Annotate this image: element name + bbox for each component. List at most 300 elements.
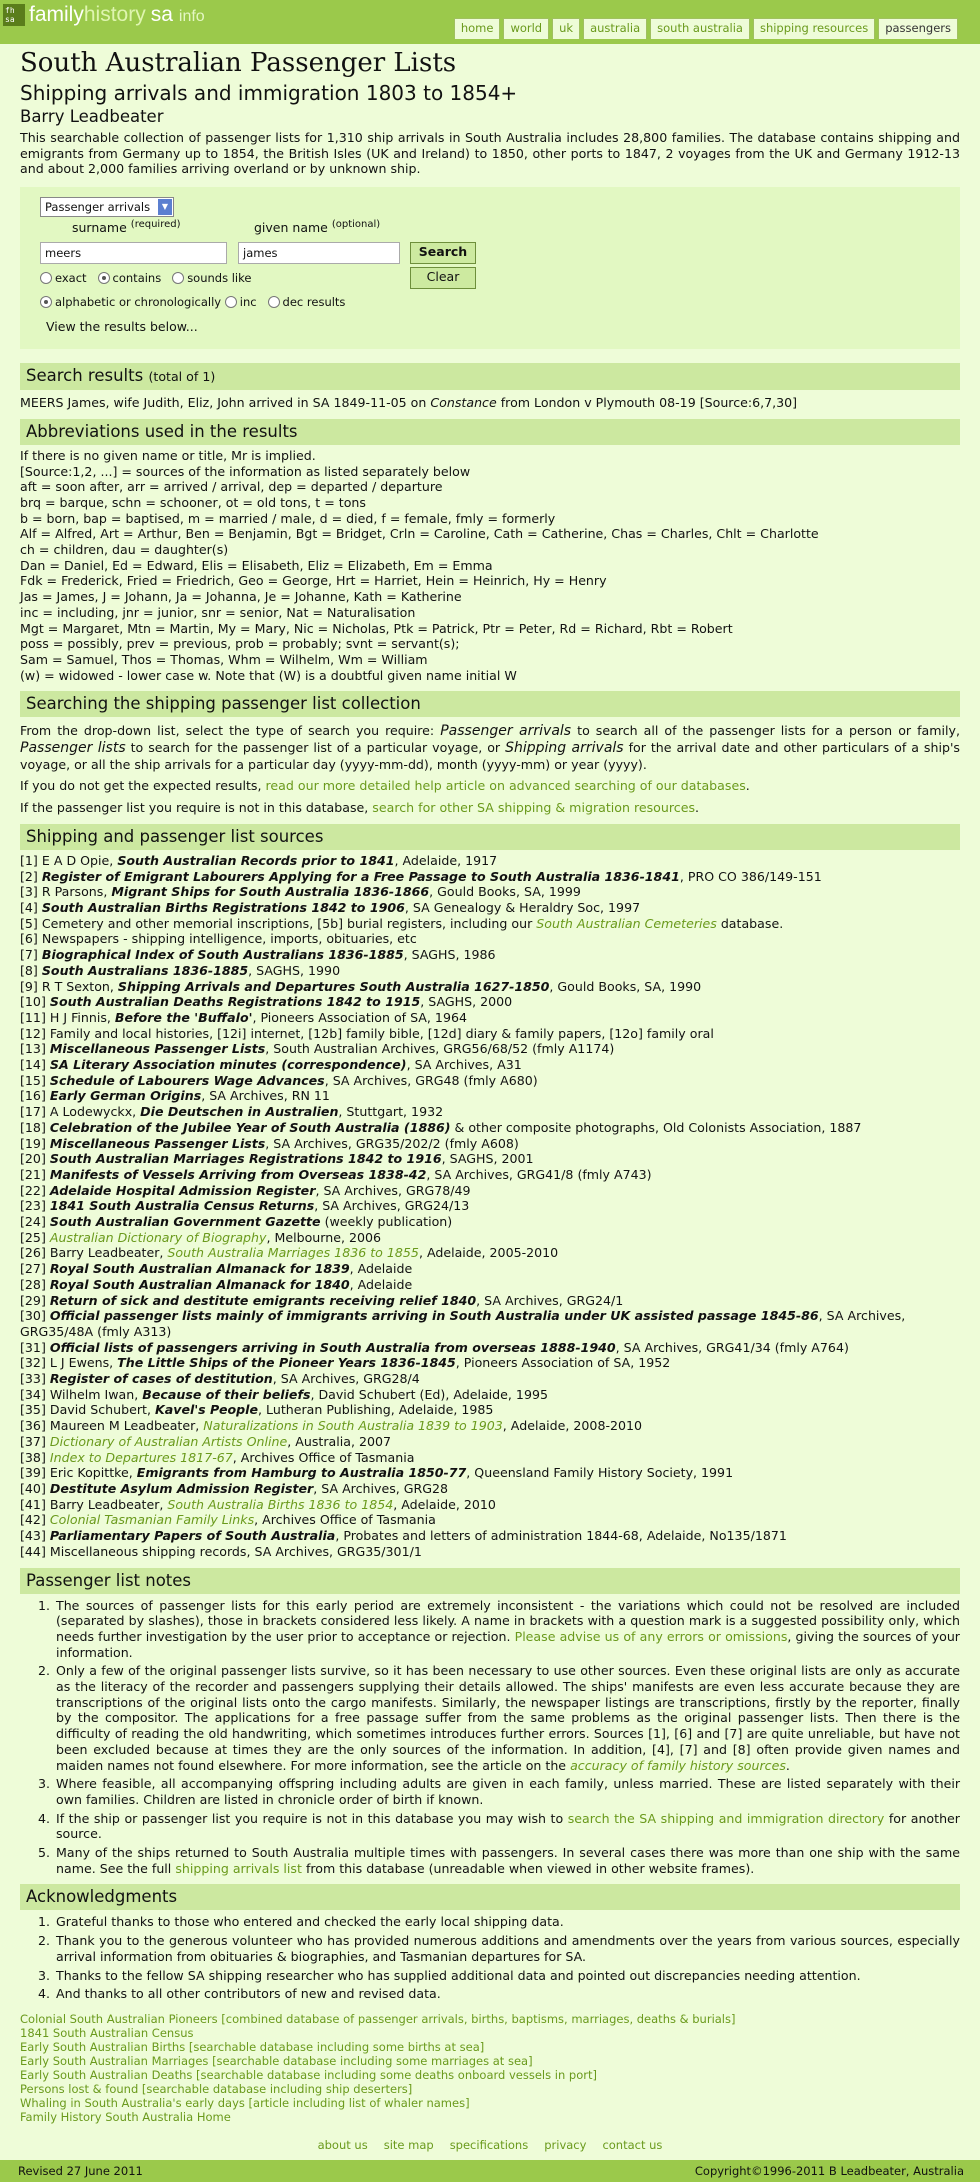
searching-text: to search for the passenger list of a particular voyage, or bbox=[130, 740, 501, 756]
footer-link-about-us[interactable]: about us bbox=[317, 2137, 368, 2152]
source-detail: , David Schubert (Ed), Adelaide, 1995 bbox=[310, 1386, 548, 1402]
source-row bbox=[20, 1450, 960, 1466]
source-number: [2] bbox=[20, 868, 38, 884]
nav-tab-south-australia[interactable]: south australia bbox=[650, 18, 750, 39]
abbreviation-line: Alf = Alfred, Art = Arthur, Ben = Benjamin, Bgt = Bridget, Crln = Caroline, Cath = Catherine, Chas = Charles, Chlt = Charlotte bbox=[20, 526, 819, 542]
note-link[interactable]: shipping arrivals list bbox=[175, 1860, 302, 1876]
searching-paragraph-2: If you do not get the expected results, read our more detailed help article on advanced searching of our databases. bbox=[20, 778, 750, 794]
source-author: E A D Opie, bbox=[41, 852, 118, 868]
source-detail: , Stuttgart, 1932 bbox=[338, 1104, 444, 1120]
source-detail: , SA Archives, bbox=[818, 1308, 906, 1324]
related-link[interactable]: Family History South Australia Home bbox=[20, 2109, 231, 2124]
page-title: South Australian Passenger Lists bbox=[20, 48, 457, 78]
source-row bbox=[20, 1167, 960, 1183]
intro-paragraph: This searchable collection of passenger lists for 1,310 ship arrivals in South Australia includes 28,800 families. The database contains shipping and emigrants from Germany up to 1854, the British Isles (UK and Ireland) to 1850, other ports to 1847, 2 voyages from the UK and Germany 1912-13 and about 2,000 families arriving overland or by unknown ship. bbox=[20, 130, 960, 177]
abbreviation-line: [Source:1,2, ...] = sources of the information as listed separately below bbox=[20, 463, 471, 479]
nav-tab-uk[interactable]: uk bbox=[552, 18, 580, 39]
site-logo[interactable] bbox=[0, 0, 205, 30]
note-text: Only a few of the original passenger lists survive, so it has been necessary to use other sources. Even these original lists are only as accurate as the literacy of the recorder and passengers supplying their details allowed. The ships' manifests are even less accurate because they are transcriptions of the original lists onto the cargo manifests. Similarly, the newspaper listings are transcriptions, firstly by the reporter, finally by the compositor. The applications for a free passage suffer from the same problems as the original passenger lists. Then there is the difficulty of reading the old handwriting, which sometimes introduces further errors. Sources [1], [6] and [7] are quite unreliable, but have not been excluded because at times they are the only sources of the information. In addition, [4], [7] and [8] often provide given names and maiden names not found elsewhere. For more information, see the article on the bbox=[56, 1663, 960, 1773]
results-heading bbox=[20, 363, 960, 390]
source-row bbox=[20, 1340, 960, 1356]
related-link[interactable]: Whaling in South Australia's early days [article including list of whaler names] bbox=[20, 2095, 470, 2110]
main-content bbox=[0, 48, 980, 2154]
source-detail: , SA Archives, A31 bbox=[406, 1057, 522, 1073]
other-sa-resources-link[interactable]: search for other SA shipping & migration resources bbox=[372, 800, 695, 816]
source-title: Biographical Index of South Australians 1836-1885 bbox=[41, 947, 404, 963]
clear-button[interactable]: Clear bbox=[410, 267, 476, 289]
acknowledgment-item: 3. Thanks to the fellow SA shipping researcher who has supplied additional data and pointed out discrepancies needing attention. bbox=[54, 1968, 960, 1984]
nav-tab-home[interactable]: home bbox=[454, 18, 501, 39]
source-title: Royal South Australian Almanack for 1839 bbox=[49, 1261, 350, 1277]
source-number: [5] bbox=[20, 915, 38, 931]
given-name-input[interactable]: james bbox=[238, 242, 400, 264]
abbreviation-line: Sam = Samuel, Thos = Thomas, Whm = Wilhelm, Wm = William bbox=[20, 651, 428, 667]
abbreviation-line: Mgt = Margaret, Mtn = Martin, My = Mary, Nic = Nicholas, Ptk = Patrick, Ptr = Peter, Rd = Richard, Rbt = Robert bbox=[20, 620, 733, 636]
source-number: [43] bbox=[20, 1528, 46, 1544]
note-link[interactable]: accuracy of family history sources bbox=[570, 1757, 786, 1773]
source-row bbox=[20, 1324, 960, 1340]
source-row bbox=[20, 994, 960, 1010]
source-title: Because of their beliefs bbox=[142, 1386, 311, 1402]
source-detail: , Australia, 2007 bbox=[287, 1433, 392, 1449]
source-title: Early German Origins bbox=[49, 1088, 202, 1104]
source-number: [30] bbox=[20, 1308, 46, 1324]
source-row bbox=[20, 1371, 960, 1387]
source-title: Destitute Asylum Admission Register bbox=[49, 1481, 314, 1496]
source-number: [34] bbox=[20, 1386, 46, 1402]
source-row bbox=[20, 1277, 960, 1293]
source-number: [4] bbox=[20, 899, 38, 915]
inc-radio[interactable] bbox=[225, 296, 237, 308]
chronologically-label: chronologically bbox=[134, 295, 222, 310]
note-text: . bbox=[785, 1757, 790, 1773]
source-row bbox=[20, 1104, 960, 1120]
source-title: Return of sick and destitute emigrants receiving relief 1840 bbox=[49, 1292, 477, 1308]
source-detail: , Adelaide, 1917 bbox=[394, 852, 498, 868]
source-title: Parliamentary Papers of South Australia bbox=[49, 1528, 336, 1544]
source-number: [8] bbox=[20, 962, 38, 978]
source-row bbox=[20, 1245, 960, 1261]
surname-required: (required) bbox=[130, 219, 181, 231]
acknowledgment-item: 1. Grateful thanks to those who entered and checked the early local shipping data. bbox=[54, 1914, 960, 1930]
logo-icon: fh sa bbox=[3, 4, 25, 26]
footer-link-privacy[interactable]: privacy bbox=[544, 2137, 587, 2152]
sounds-like-radio[interactable] bbox=[172, 272, 184, 284]
source-row bbox=[20, 1073, 960, 1089]
source-row bbox=[20, 1088, 960, 1104]
searching-paragraph-1 bbox=[20, 723, 960, 772]
source-row bbox=[20, 1387, 960, 1403]
searching-text: If you do not get the expected results, bbox=[20, 778, 262, 794]
source-number: [17] bbox=[20, 1104, 46, 1120]
source-row bbox=[20, 1497, 960, 1513]
related-link[interactable]: Early South Australian Deaths [searchable database including some deaths onboard vessels in port] bbox=[20, 2067, 597, 2082]
source-number: [23] bbox=[20, 1198, 46, 1214]
source-number: [36] bbox=[20, 1418, 46, 1434]
source-row bbox=[20, 1214, 960, 1230]
source-link[interactable]: South Australia Marriages 1836 to 1855 bbox=[167, 1245, 419, 1261]
source-link[interactable]: Naturalizations in South Australia 1839 to 1903 bbox=[203, 1418, 503, 1434]
abbreviation-line: Jas = James, J = Johann, Ja = Johanna, Je = Johanne, Kath = Katherine bbox=[20, 589, 462, 605]
source-author: R Parsons, bbox=[41, 884, 112, 900]
abbreviations-heading: Abbreviations used in the results bbox=[20, 419, 960, 445]
search-type-passenger-lists: Passenger lists bbox=[20, 740, 126, 757]
source-row bbox=[20, 1544, 960, 1560]
source-row bbox=[20, 947, 960, 963]
note-text: , giving the sources of your information. bbox=[56, 1628, 960, 1660]
source-title: Shipping Arrivals and Departures South Australia 1627-1850 bbox=[117, 978, 550, 994]
source-detail: , SAGHS, 1986 bbox=[403, 947, 496, 963]
note-item bbox=[54, 1663, 960, 1773]
source-title: The Little Ships of the Pioneer Years 1836-1845 bbox=[117, 1355, 456, 1371]
related-link[interactable]: Early South Australian Births [searchable database including some births at sea] bbox=[20, 2039, 485, 2054]
footer-link-site-map[interactable]: site map bbox=[383, 2137, 434, 2152]
source-detail: , Adelaide bbox=[349, 1261, 413, 1277]
surname-label-text: surname bbox=[72, 220, 127, 236]
source-detail: , SA Archives, GRG24/13 bbox=[314, 1198, 470, 1214]
source-number: [27] bbox=[20, 1261, 46, 1277]
inc-label: inc bbox=[239, 295, 257, 310]
surname-input[interactable]: meers bbox=[40, 242, 227, 264]
page-subtitle: Shipping arrivals and immigration 1803 to 1854+ bbox=[20, 81, 518, 105]
advanced-search-help-link[interactable]: read our more detailed help article on advanced searching of our databases bbox=[265, 778, 746, 794]
source-link[interactable]: South Australia Births 1836 to 1854 bbox=[167, 1496, 394, 1512]
source-number: [11] bbox=[20, 1009, 46, 1025]
source-author: L J Ewens, bbox=[49, 1355, 118, 1371]
note-item bbox=[54, 1598, 960, 1661]
note-text: Where feasible, all accompanying offspring including adults are given in each family, unless married. These are listed separately with their own families. Children are listed in chronicle order of birth if known. bbox=[56, 1776, 960, 1807]
source-row bbox=[20, 900, 960, 916]
source-author: R T Sexton, bbox=[41, 978, 118, 994]
source-row bbox=[20, 1261, 960, 1277]
alphabetic-label: alphabetic bbox=[55, 295, 116, 310]
footer-nav bbox=[20, 2138, 960, 2154]
source-detail: , Adelaide, 2005-2010 bbox=[418, 1245, 559, 1261]
source-author: GRG35/48A (fmly A313) bbox=[20, 1323, 172, 1339]
abbreviation-line: If there is no given name or title, Mr is implied. bbox=[20, 447, 316, 463]
searching-heading: Searching the shipping passenger list collection bbox=[20, 691, 960, 717]
related-link[interactable]: Persons lost & found [searchable database including ship deserters] bbox=[20, 2081, 413, 2096]
source-link[interactable]: Dictionary of Australian Artists Online bbox=[49, 1433, 288, 1449]
source-title: Before the 'Buffalo' bbox=[114, 1009, 253, 1025]
source-detail: , SAGHS, 1990 bbox=[248, 962, 341, 978]
source-number: [12] bbox=[20, 1025, 46, 1041]
exact-label: exact bbox=[55, 271, 87, 286]
abbreviation-line: inc = including, jnr = junior, snr = senior, Nat = Naturalisation bbox=[20, 604, 416, 620]
source-author: Family and local histories, [12i] internet, [12b] family bible, [12d] diary & family papers, [12o] family oral bbox=[49, 1025, 714, 1041]
source-detail: database. bbox=[716, 915, 784, 931]
related-link[interactable]: Colonial South Australian Pioneers [combined database of passenger arrivals, births, baptisms, marriages, deaths & burials] bbox=[20, 2011, 736, 2026]
top-nav bbox=[454, 18, 958, 39]
page-author: Barry Leadbeater bbox=[20, 107, 164, 126]
surname-label bbox=[72, 217, 181, 236]
abbreviation-line: brq = barque, schn = schooner, ot = old tons, t = tons bbox=[20, 494, 366, 510]
source-title: South Australian Records prior to 1841 bbox=[117, 852, 395, 868]
source-row bbox=[20, 1198, 960, 1214]
note-item bbox=[54, 1845, 960, 1876]
source-number: [16] bbox=[20, 1088, 46, 1104]
source-title: Register of cases of destitution bbox=[49, 1371, 273, 1387]
source-detail: , SA Archives, GRG41/8 (fmly A743) bbox=[426, 1166, 652, 1182]
source-row bbox=[20, 1434, 960, 1450]
copyright: Copyright©1996-2011 B Leadbeater, Australia bbox=[694, 2163, 964, 2178]
source-number: [24] bbox=[20, 1214, 46, 1230]
source-row bbox=[20, 853, 960, 869]
source-author: Barry Leadbeater, bbox=[49, 1245, 168, 1261]
sources-heading: Shipping and passenger list sources bbox=[20, 824, 960, 850]
source-link[interactable]: South Australian Cemeteries bbox=[536, 915, 717, 931]
source-detail: , SA Archives, GRG41/34 (fmly A764) bbox=[615, 1339, 849, 1355]
revised-date: Revised 27 June 2011 bbox=[18, 2163, 143, 2178]
source-detail: , Gould Books, SA, 1999 bbox=[429, 884, 581, 900]
source-row bbox=[20, 1230, 960, 1246]
source-number: [18] bbox=[20, 1119, 46, 1135]
searching-text: If the passenger list you require is not in this database, bbox=[20, 800, 369, 816]
footer-bar bbox=[0, 2160, 980, 2182]
source-detail: & other composite photographs, Old Colonists Association, 1887 bbox=[450, 1119, 862, 1135]
source-number: [32] bbox=[20, 1355, 46, 1371]
source-title: Schedule of Labourers Wage Advances bbox=[49, 1072, 325, 1088]
source-row bbox=[20, 1293, 960, 1309]
nav-tab-world[interactable]: world bbox=[503, 18, 549, 39]
source-title: Die Deutschen in Australien bbox=[140, 1104, 339, 1120]
logo-text-history: history bbox=[83, 3, 146, 27]
source-title: South Australian Marriages Registrations 1842 to 1916 bbox=[49, 1151, 442, 1167]
nav-tab-shipping-resources[interactable]: shipping resources bbox=[753, 18, 875, 39]
source-title: Manifests of Vessels Arriving from Overseas 1838-42 bbox=[49, 1166, 427, 1182]
searching-text: for the arrival date and other particulars of a ship's voyage, or all the ship arrivals for a particular day (yyyy-mm-dd), month (yyyy-mm) or year (yyyy). bbox=[20, 740, 960, 772]
source-number: [9] bbox=[20, 978, 38, 994]
source-title: Migrant Ships for South Australia 1836-1866 bbox=[111, 884, 430, 900]
search-form bbox=[20, 187, 960, 349]
dec-label: dec results bbox=[282, 295, 346, 310]
acknowledgments-list bbox=[54, 1914, 960, 2002]
source-row bbox=[20, 1010, 960, 1026]
source-detail: , SA Archives, GRG28 bbox=[313, 1481, 449, 1496]
source-number: [21] bbox=[20, 1166, 46, 1182]
source-link[interactable]: Index to Departures 1817-67 bbox=[49, 1449, 233, 1465]
note-text: Many of the ships returned to South Australia multiple times with passengers. In several cases there was more than one ship with the same name. See the full bbox=[56, 1845, 960, 1876]
source-title: South Australians 1836-1885 bbox=[41, 962, 249, 978]
source-title: Official passenger lists mainly of immigrants arriving in South Australia under UK assisted passage 1845-86 bbox=[49, 1308, 819, 1324]
source-title: South Australian Births Registrations 1842 to 1906 bbox=[41, 899, 405, 915]
result-ship: Constance bbox=[430, 395, 497, 411]
source-title: South Australian Government Gazette bbox=[49, 1214, 321, 1230]
source-row bbox=[20, 963, 960, 979]
source-detail: , SAGHS, 2000 bbox=[420, 994, 513, 1010]
abbreviation-line: poss = possibly, prev = previous, prob = probably; svnt = servant(s); bbox=[20, 636, 460, 652]
note-link[interactable]: search the SA shipping and immigration directory bbox=[567, 1810, 885, 1826]
source-detail: , Probates and letters of administration 1844-68, Adelaide, No135/1871 bbox=[335, 1528, 787, 1544]
search-button[interactable]: Search bbox=[410, 242, 476, 264]
source-number: [28] bbox=[20, 1276, 46, 1292]
acknowledgments-heading: Acknowledgments bbox=[20, 1884, 960, 1910]
top-banner bbox=[0, 0, 980, 44]
source-row bbox=[20, 1151, 960, 1167]
footer-link-contact-us[interactable]: contact us bbox=[602, 2137, 663, 2152]
acknowledgment-item: 4. And thanks to all other contributors of new and revised data. bbox=[54, 1986, 960, 2002]
source-row bbox=[20, 1418, 960, 1434]
source-row bbox=[20, 1183, 960, 1199]
source-number: [22] bbox=[20, 1182, 46, 1198]
source-number: [14] bbox=[20, 1057, 46, 1073]
source-row bbox=[20, 1481, 960, 1497]
source-number: [35] bbox=[20, 1402, 46, 1418]
sounds-like-label: sounds like bbox=[187, 271, 252, 286]
source-author: David Schubert, bbox=[49, 1402, 155, 1418]
alphabetic-radio[interactable] bbox=[40, 296, 52, 308]
source-author: Barry Leadbeater, bbox=[49, 1496, 168, 1512]
source-row bbox=[20, 931, 960, 947]
source-link[interactable]: Australian Dictionary of Biography bbox=[49, 1229, 267, 1245]
note-item bbox=[54, 1776, 960, 1807]
source-author: Wilhelm Iwan, bbox=[49, 1386, 143, 1402]
source-detail: , Pioneers Association of SA, 1952 bbox=[455, 1355, 671, 1371]
source-number: [29] bbox=[20, 1292, 46, 1308]
note-link[interactable]: Please advise us of any errors or omissions bbox=[514, 1628, 788, 1644]
dec-radio[interactable] bbox=[268, 296, 280, 308]
note-text: If the ship or passenger list you require is not in this database you may wish to bbox=[56, 1810, 564, 1826]
sources-list bbox=[20, 853, 960, 1560]
source-author: Miscellaneous shipping records, SA Archives, GRG35/301/1 bbox=[49, 1543, 422, 1559]
source-detail: , SA Archives, GRG28/4 bbox=[272, 1371, 420, 1387]
order-options bbox=[40, 295, 345, 309]
source-title: SA Literary Association minutes (correspondence) bbox=[49, 1057, 407, 1073]
related-link[interactable]: Early South Australian Marriages [searchable database including some marriages at sea] bbox=[20, 2053, 533, 2068]
source-row bbox=[20, 1120, 960, 1136]
source-number: [7] bbox=[20, 947, 38, 963]
contains-label: contains bbox=[112, 271, 162, 286]
source-detail: , PRO CO 386/149-151 bbox=[679, 868, 822, 884]
nav-tab-passengers[interactable]: passengers bbox=[878, 18, 958, 39]
source-row bbox=[20, 1512, 960, 1528]
source-number: [33] bbox=[20, 1371, 46, 1387]
result-text: MEERS James, wife Judith, Eliz, John arrived in SA 1849-11-05 on bbox=[20, 395, 427, 411]
source-detail: , Adelaide, 2008-2010 bbox=[502, 1418, 643, 1434]
source-number: [38] bbox=[20, 1449, 46, 1465]
source-detail: , SA Archives, GRG24/1 bbox=[476, 1292, 624, 1308]
source-detail: (weekly publication) bbox=[320, 1214, 453, 1230]
source-detail: , Pioneers Association of SA, 1964 bbox=[252, 1009, 467, 1025]
contains-radio[interactable] bbox=[98, 272, 110, 284]
source-detail: , SA Archives, RN 11 bbox=[201, 1088, 330, 1104]
source-number: [37] bbox=[20, 1433, 46, 1449]
source-number: [20] bbox=[20, 1151, 46, 1167]
footer-link-specifications[interactable]: specifications bbox=[449, 2137, 529, 2152]
source-number: [39] bbox=[20, 1465, 46, 1481]
source-row bbox=[20, 884, 960, 900]
source-detail: , Lutheran Publishing, Adelaide, 1985 bbox=[258, 1402, 494, 1418]
source-detail: , Adelaide, 2010 bbox=[393, 1496, 496, 1512]
source-title: Kavel's People bbox=[155, 1402, 259, 1418]
source-title: Miscellaneous Passenger Lists bbox=[49, 1041, 266, 1057]
source-row bbox=[20, 1026, 960, 1042]
source-title: South Australian Deaths Registrations 1842 to 1915 bbox=[49, 994, 421, 1010]
source-title: 1841 South Australia Census Returns bbox=[49, 1198, 315, 1214]
result-row bbox=[20, 395, 960, 411]
logo-text-info: info bbox=[178, 7, 205, 25]
notes-list bbox=[54, 1598, 960, 1877]
source-detail: , SAGHS, 2001 bbox=[441, 1151, 534, 1167]
source-row bbox=[20, 916, 960, 932]
logo-text-family: family bbox=[29, 3, 84, 27]
source-detail: , South Australian Archives, GRG56/68/52 (fmly A1174) bbox=[265, 1041, 615, 1057]
source-detail: , SA Genealogy & Heraldry Soc, 1997 bbox=[404, 899, 641, 915]
source-row bbox=[20, 1136, 960, 1152]
abbreviation-line: Fdk = Frederick, Fried = Friedrich, Geo = George, Hrt = Harriet, Hein = Heinrich, Hy = Henry bbox=[20, 573, 607, 589]
source-title: Register of Emigrant Labourers Applying for a Free Passage to South Australia 1836-1841 bbox=[41, 868, 680, 884]
source-detail: , Queensland Family History Society, 1991 bbox=[466, 1465, 734, 1481]
source-number: [26] bbox=[20, 1245, 46, 1261]
source-author: Cemetery and other memorial inscriptions, [5b] burial registers, including our bbox=[41, 915, 537, 931]
searching-text: From the drop-down list, select the type of search you require: bbox=[20, 723, 435, 739]
results-total: (total of 1) bbox=[148, 369, 216, 385]
source-number: [40] bbox=[20, 1481, 46, 1496]
chevron-down-icon: ▼ bbox=[158, 199, 172, 215]
source-number: [13] bbox=[20, 1041, 46, 1057]
note-text: The sources of passenger lists for this early period are extremely inconsistent - the variations which could not be resolved are included (separated by slashes), those in brackets considered less likely. A name in brackets with a question mark is a suggested possibility only, which needs further investigation by the user prior to acceptance or rejection. bbox=[56, 1597, 960, 1644]
note-text: for another source. bbox=[56, 1810, 960, 1842]
searching-paragraph-3: If the passenger list you require is not in this database, search for other SA shipping & migration resources. bbox=[20, 800, 700, 816]
abbreviation-line: ch = children, dau = daughter(s) bbox=[20, 542, 229, 558]
source-number: [42] bbox=[20, 1512, 46, 1528]
notes-heading: Passenger list notes bbox=[20, 1568, 960, 1594]
source-detail: , Gould Books, SA, 1990 bbox=[549, 978, 702, 994]
source-title: Emigrants from Hamburg to Australia 1850-77 bbox=[136, 1465, 467, 1481]
abbreviation-line: b = born, bap = baptised, m = married / male, d = died, f = female, fmly = formerly bbox=[20, 510, 556, 526]
source-number: [25] bbox=[20, 1229, 46, 1245]
source-number: [19] bbox=[20, 1135, 46, 1151]
source-title: Adelaide Hospital Admission Register bbox=[49, 1182, 316, 1198]
searching-text: to search all of the passenger lists for a person or family, bbox=[577, 723, 960, 739]
source-author: Eric Kopittke, bbox=[49, 1465, 137, 1481]
source-author: H J Finnis, bbox=[49, 1009, 115, 1025]
source-detail: , Archives Office of Tasmania bbox=[254, 1512, 436, 1528]
results-heading-text: Search results bbox=[26, 366, 144, 386]
exact-radio[interactable] bbox=[40, 272, 52, 284]
source-number: [10] bbox=[20, 994, 46, 1010]
given-name-label bbox=[254, 217, 380, 236]
source-row bbox=[20, 1057, 960, 1073]
source-number: [3] bbox=[20, 884, 38, 900]
related-link[interactable]: 1841 South Australian Census bbox=[20, 2025, 194, 2040]
abbreviation-line: (w) = widowed - lower case w. Note that (W) is a doubtful given name initial W bbox=[20, 667, 517, 683]
source-row bbox=[20, 869, 960, 885]
source-number: [15] bbox=[20, 1072, 46, 1088]
source-title: Official lists of passengers arriving in South Australia from overseas 1888-1940 bbox=[49, 1339, 616, 1355]
acknowledgment-item: 2. Thank you to the generous volunteer who has provided numerous additions and amendments over the years from various sources, especially arrival information from obituaries & biographies, and Tasmanian departures for SA. bbox=[54, 1933, 960, 1964]
source-row bbox=[20, 1308, 960, 1324]
source-link[interactable]: Colonial Tasmanian Family Links bbox=[49, 1512, 255, 1528]
source-row bbox=[20, 979, 960, 995]
source-row bbox=[20, 1528, 960, 1544]
source-detail: , Adelaide bbox=[349, 1276, 413, 1292]
nav-tab-australia[interactable]: australia bbox=[583, 18, 647, 39]
search-type-value: Passenger arrivals bbox=[45, 200, 151, 215]
source-row bbox=[20, 1402, 960, 1418]
view-results-hint: View the results below... bbox=[46, 319, 198, 335]
note-text: from this database (unreadable when viewed in other website frames). bbox=[305, 1860, 755, 1876]
source-number: [41] bbox=[20, 1496, 46, 1512]
source-author: Maureen M Leadbeater, bbox=[49, 1418, 204, 1434]
source-detail: , SA Archives, GRG78/49 bbox=[315, 1182, 471, 1198]
search-type-select[interactable] bbox=[40, 197, 174, 217]
result-text-end: from London v Plymouth 08-19 [Source:6,7,30] bbox=[500, 395, 798, 411]
source-title: Royal South Australian Almanack for 1840 bbox=[49, 1276, 350, 1292]
source-detail: , SA Archives, GRG35/202/2 (fmly A608) bbox=[265, 1135, 519, 1151]
source-row bbox=[20, 1465, 960, 1481]
match-options bbox=[40, 271, 251, 285]
